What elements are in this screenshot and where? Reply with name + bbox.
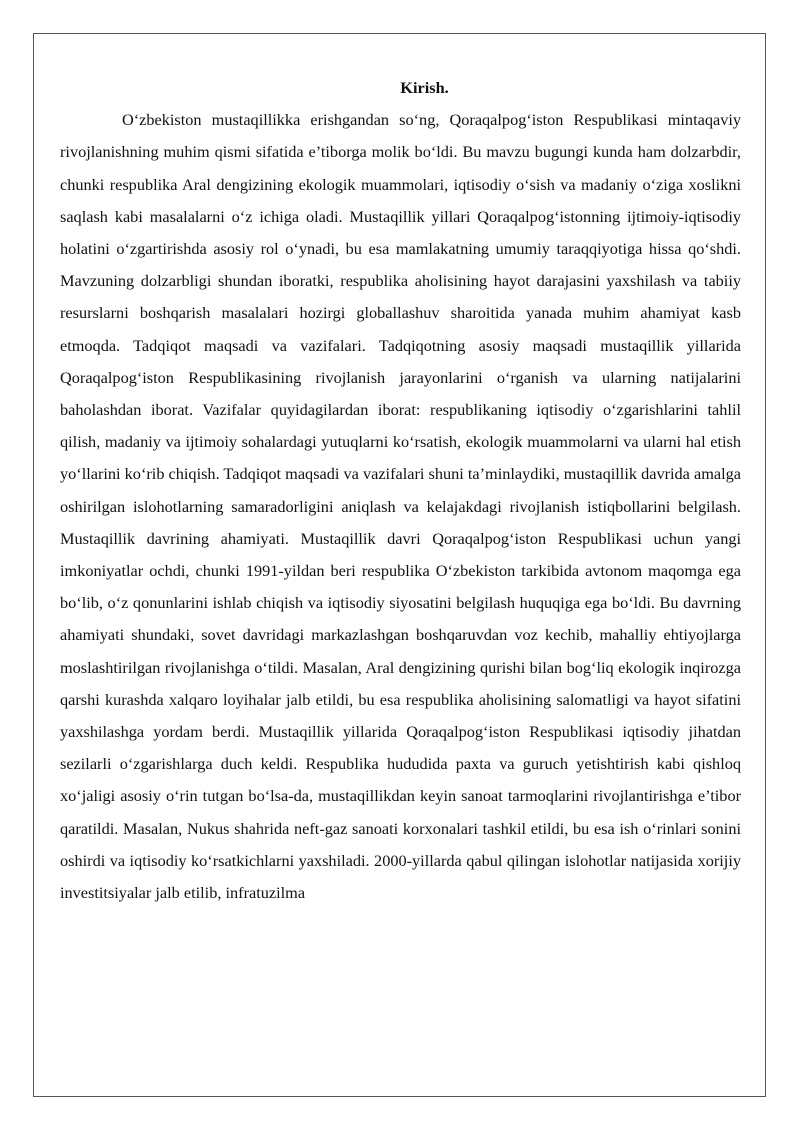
intro-paragraph: O‘zbekiston mustaqillikka erishgandan so‘ng, Qoraqalpog‘iston Respublikasi mintaqaviy rivojlanishning muhim qismi sifatida e’tiborga molik bo‘ldi. Bu mavzu bugungi kunda ham dolzarbdir, chunki respublika Aral dengizining ekologik muammolari, iqtisodiy o‘sish va madaniy o‘ziga xoslikni saqlash kabi masalalarni o‘z ichiga oladi. Mustaqillik yillari Qoraqalpog‘istonning ijtimoiy-iqtisodiy holatini o‘zgartirishda asosiy rol o‘ynadi, bu esa mamlakatning umumiy taraqqiyotiga hissa qo‘shdi. Mavzuning dolzarbligi shundan iboratki, respublika aholisining hayot darajasini yaxshilash va tabiiy resurslarni boshqarish masalalari hozirgi globallashuv sharoitida yanada muhim ahamiyat kasb etmoqda. Tadqiqot maqsadi va vazifalari. Tadqiqotning asosiy maqsadi mustaqillik yillarida Qoraqalpog‘iston Respublikasining rivojlanish jarayonlarini o‘rganish va ularning natijalarini baholashdan iborat. Vazifalar quyidagilardan iborat: respublikaning iqtisodiy o‘zgarishlarini tahlil qilish, madaniy va ijtimoiy sohalardagi yutuqlarni ko‘rsatish, ekologik muammolarni va ularni hal etish yo‘llarini ko‘rib chiqish. Tadqiqot maqsadi va vazifalari shuni ta’minlaydiki, mustaqillik davrida amalga oshirilgan islohotlarning samaradorligini aniqlash va kelajakdagi rivojlanish istiqbollarini belgilash. Mustaqillik davrining ahamiyati. Mustaqillik davri Qoraqalpog‘iston Respublikasi uchun yangi imkoniyatlar ochdi, chunki 1991-yildan beri respublika O‘zbekiston tarkibida avtonom maqomga ega bo‘lib, o‘z qonunlarini ishlab chiqish va iqtisodiy siyosatini belgilash huquqiga ega bo‘ldi. Bu davrning ahamiyati shundaki, sovet davridagi markazlashgan boshqaruvdan voz kechib, mahalliy ehtiyojlarga moslashtirilgan rivojlanishga o‘tildi. Masalan, Aral dengizining qurishi bilan bog‘liq ekologik inqirozga qarshi kurashda xalqaro loyihalar jalb etildi, bu esa respublika aholisining salomatligi va hayot sifatini yaxshilashga yordam berdi. Mustaqillik yillarida Qoraqalpog‘iston Respublikasi iqtisodiy jihatdan sezilarli o‘zgarishlarga duch keldi. Respublika hududida paxta va guruch yetishtirish kabi qishloq xo‘jaligi asosiy o‘rin tutgan bo‘lsa-da, mustaqillikdan keyin sanoat tarmoqlarini rivojlantirishga e’tibor qaratildi. Masalan, Nukus shahrida neft-gaz sanoati korxonalari tashkil etildi, bu esa ish o‘rinlari sonini oshirdi va iqtisodiy ko‘rsatkichlarni yaxshiladi. 2000-yillarda qabul qilingan islohotlar natijasida xorijiy investitsiyalar jalb etilib, infratuzilma [60, 110, 741, 903]
document-body [60, 72, 741, 909]
document-title: Kirish. [400, 78, 449, 97]
